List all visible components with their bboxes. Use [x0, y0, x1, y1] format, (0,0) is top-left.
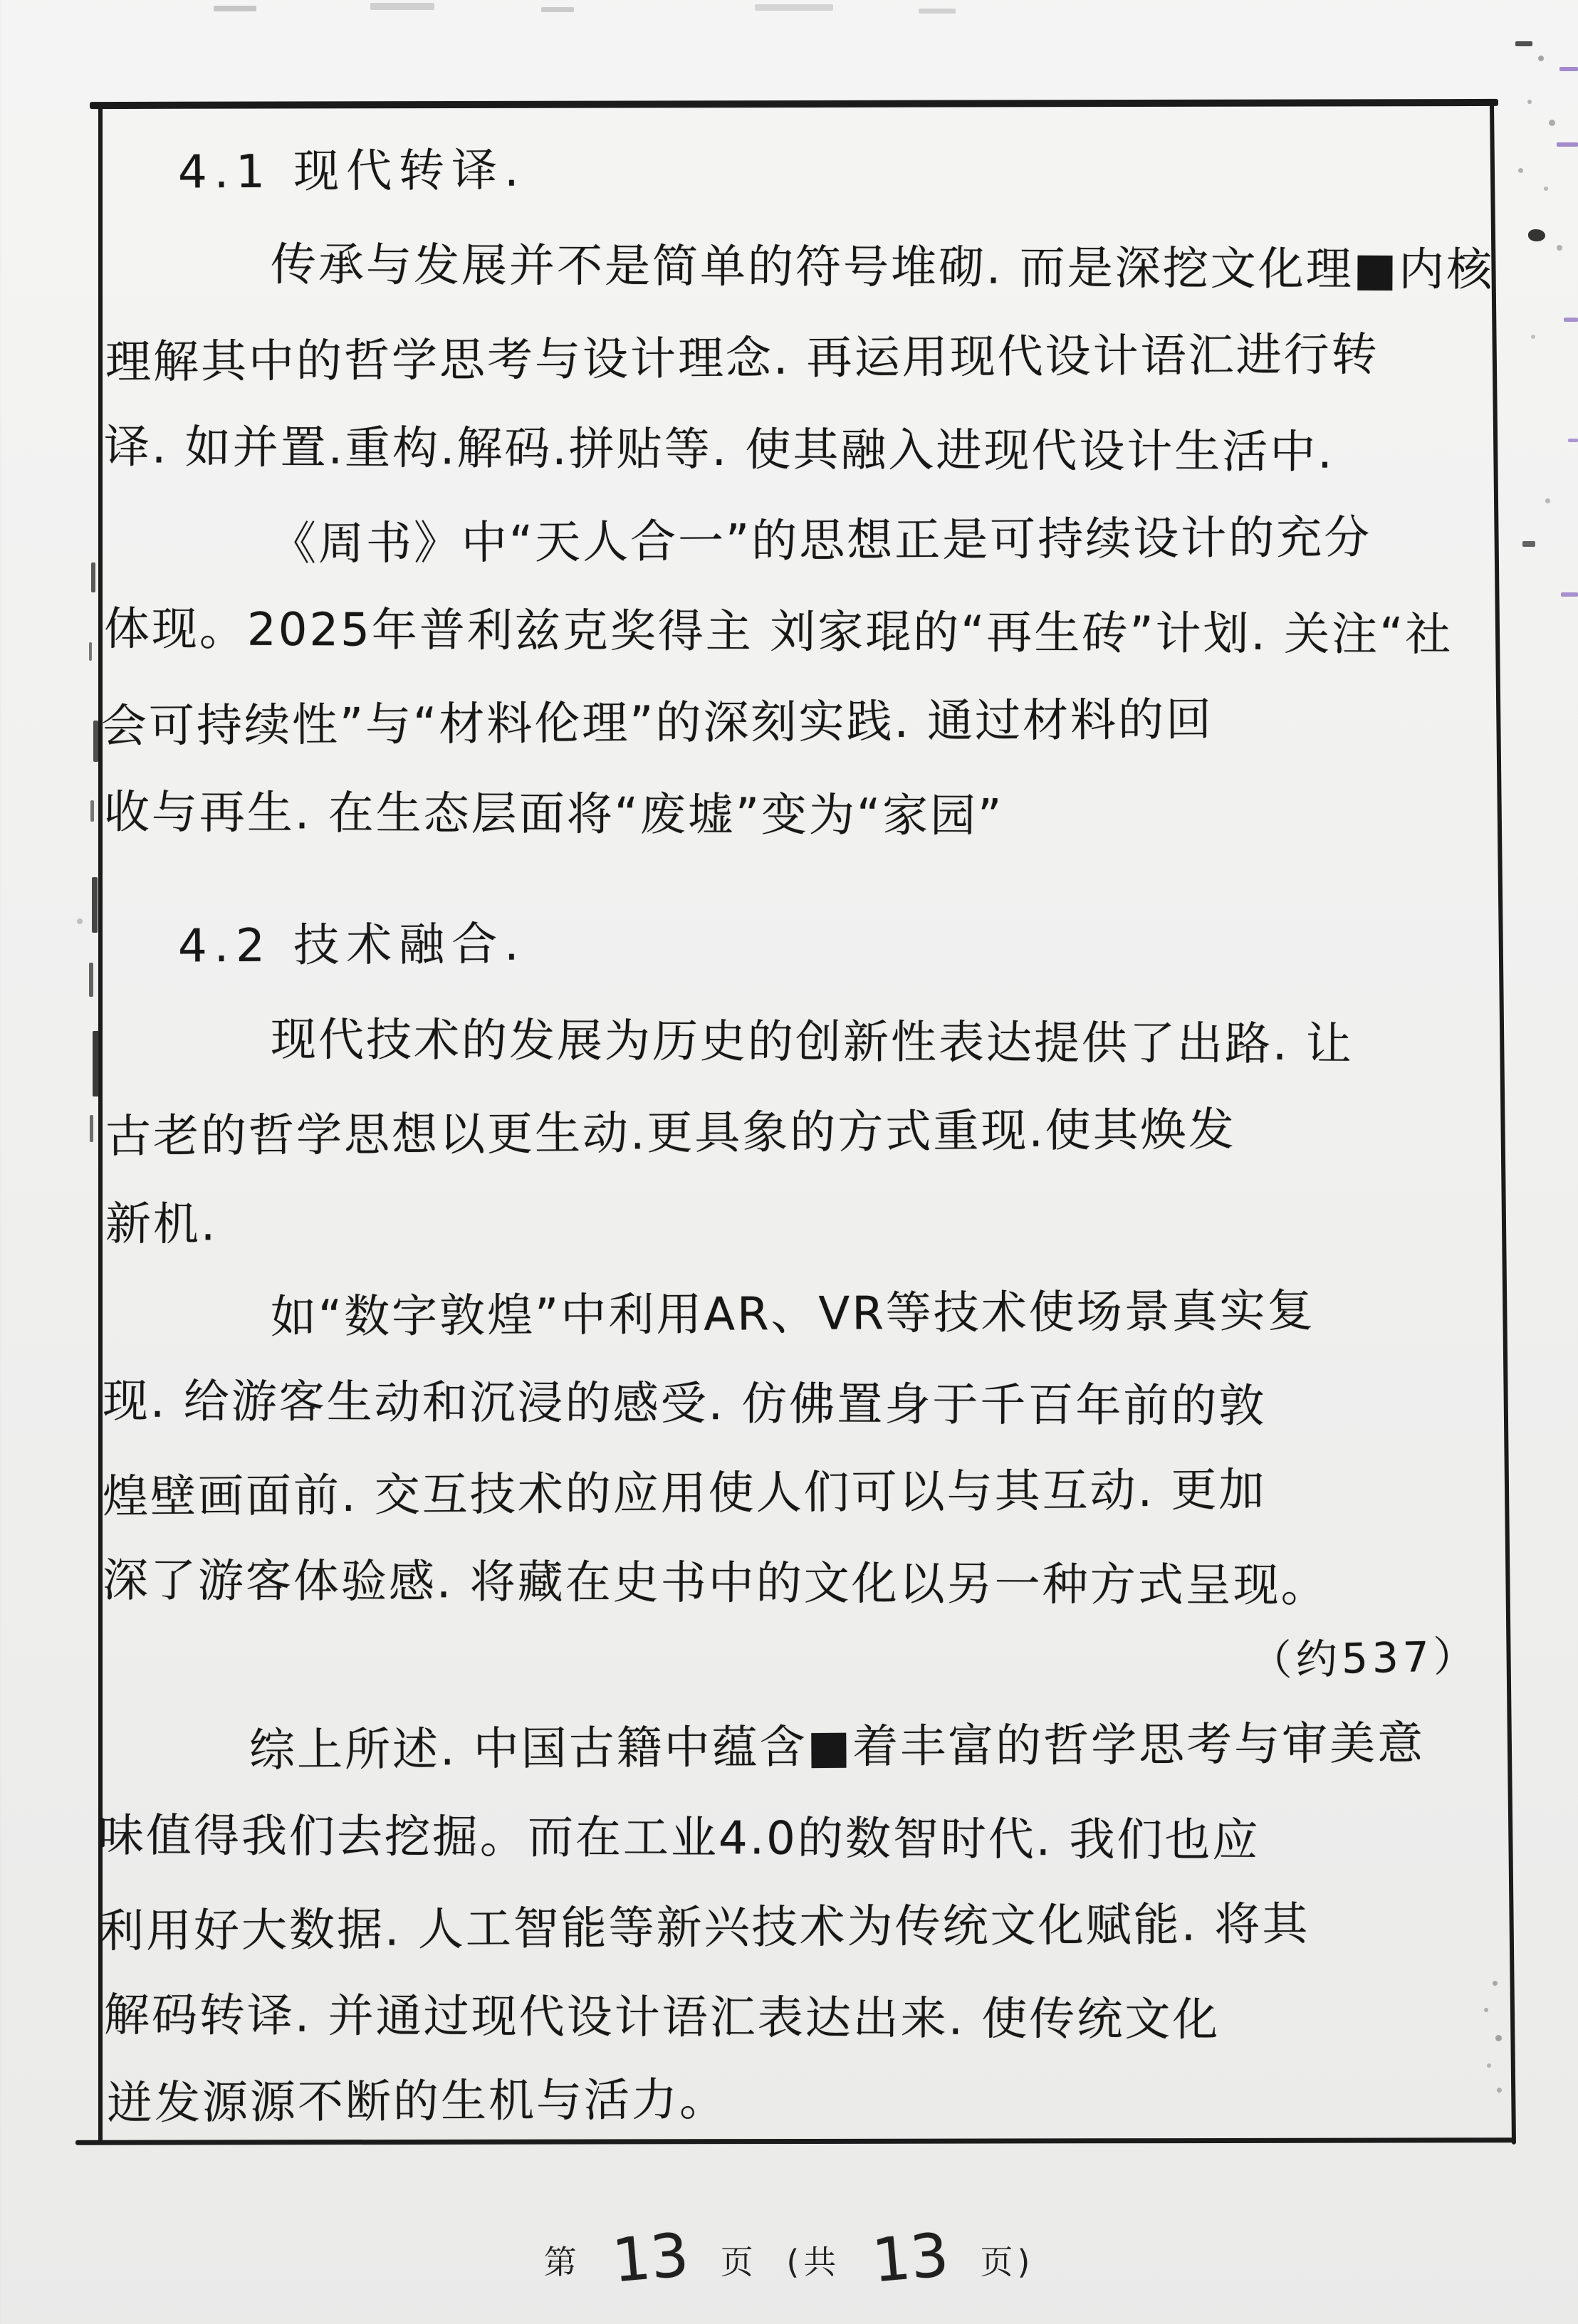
handwritten-line: 综上所述. 中国古籍中蕴含■着丰富的哲学思考与审美意 [249, 1717, 1426, 1778]
frame-border-bottom [75, 2137, 1515, 2145]
footer-label-gong: (共 [786, 2242, 841, 2281]
handwritten-line: 解码转译. 并通过现代设计语汇表达出来. 使传统文化 [103, 1989, 1221, 2047]
section-heading-4-1: 4.1 现代转译. [177, 144, 526, 199]
handwritten-line: 《周书》中“天人合一”的思想正是可持续设计的充分 [270, 511, 1372, 571]
frame-border-top [90, 99, 1498, 109]
footer-total-pages: 13 [869, 2219, 951, 2296]
handwritten-line: 如“数字敦煌”中利用AR、VR等技术使场景真实复 [270, 1284, 1316, 1344]
handwritten-line: 现. 给游客生动和沉浸的感受. 仿佛置身于千百年前的敦 [102, 1375, 1267, 1433]
frame-border-right [1490, 104, 1516, 2145]
section-heading-4-2: 4.2 技术融合. [177, 918, 526, 973]
handwritten-line: 利用好大数据. 人工智能等新兴技术为传统文化赋能. 将其 [98, 1898, 1310, 1959]
footer-label-ye-close: 页) [980, 2242, 1035, 2281]
page-footer [0, 2213, 1578, 2296]
handwritten-line: 体现。2025年普利兹克奖得主 刘家琨的“再生砖”计划. 关注“社 [103, 602, 1453, 662]
handwritten-line: 煌壁画面前. 交互技术的应用使人们可以与其互动. 更加 [102, 1464, 1267, 1524]
handwritten-line: 会可持续性”与“材料伦理”的深刻实践. 通过材料的回 [100, 693, 1214, 753]
word-count-note: （约537） [1250, 1631, 1480, 1685]
handwritten-line: 译. 如并置.重构.解码.拼贴等. 使其融入进现代设计生活中. [103, 421, 1334, 479]
handwritten-line: 味值得我们去挖掘。而在工业4.0的数智时代. 我们也应 [98, 1809, 1260, 1868]
handwritten-line: 新机. [105, 1198, 218, 1252]
footer-label-di: 第 [543, 2242, 581, 2281]
handwritten-line: 传承与发展并不是简单的符号堆砌. 而是深挖文化理■内核 [270, 239, 1495, 297]
handwritten-line: 深了游客体验感. 将藏在史书中的文化以另一种方式呈现。 [102, 1554, 1329, 1613]
footer-label-ye: 页 [720, 2242, 758, 2281]
handwritten-line: 古老的哲学思想以更生动.更具象的方式重现.使其焕发 [105, 1104, 1236, 1163]
handwritten-line: 收与再生. 在生态层面将“废墟”变为“家园” [103, 786, 1004, 843]
footer-page-number: 13 [610, 2219, 692, 2296]
handwritten-line: 理解其中的哲学思考与设计理念. 再运用现代设计语汇进行转 [105, 328, 1379, 389]
handwritten-line: 迸发源源不断的生机与活力。 [106, 2073, 728, 2130]
handwritten-line: 现代技术的发展为历史的创新性表达提供了出路. 让 [270, 1013, 1354, 1072]
